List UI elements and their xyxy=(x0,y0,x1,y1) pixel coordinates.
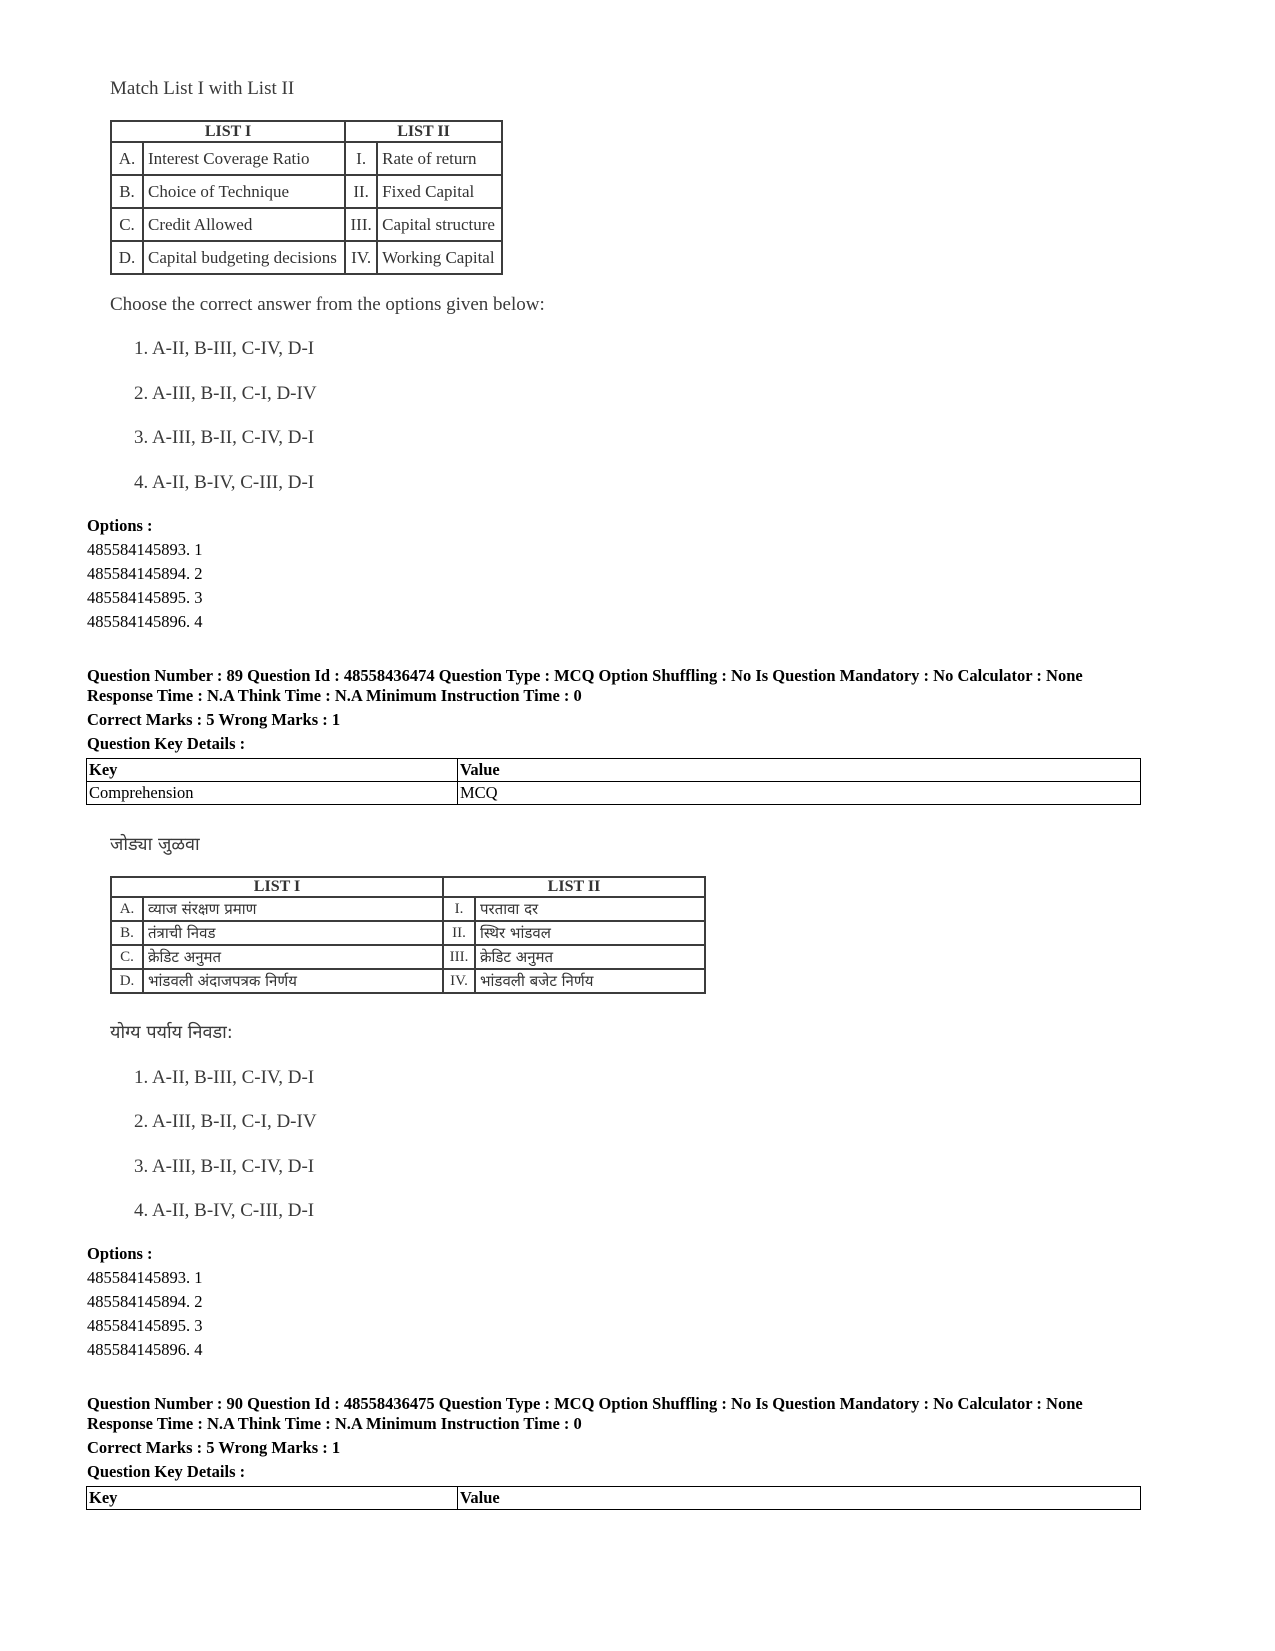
q88-image-option-4: 4. A-II, B-IV, C-III, D-I xyxy=(134,472,315,493)
q89-options-label: Options : xyxy=(87,1244,153,1263)
q89-image-option-2: 2. A-III, B-II, C-I, D-IV xyxy=(134,1111,317,1132)
table-row: B. तंत्राची निवड II. स्थिर भांडवल xyxy=(111,921,705,945)
list-item: 485584145896. 4 xyxy=(87,1340,203,1359)
q89-key-table xyxy=(86,758,1141,805)
list-item: 485584145894. 2 xyxy=(87,564,203,583)
list-item: 485584145895. 3 xyxy=(87,1316,203,1335)
table-row: C. क्रेडिट अनुमत III. क्रेडिट अनुमत xyxy=(111,945,705,969)
q89-image-option-3: 3. A-III, B-II, C-IV, D-I xyxy=(134,1156,315,1177)
q88-image-option-3: 3. A-III, B-II, C-IV, D-I xyxy=(134,427,315,448)
q90-marks: Correct Marks : 5 Wrong Marks : 1 xyxy=(87,1438,341,1457)
value-header: Value xyxy=(458,759,1141,782)
list-item: 485584145895. 3 xyxy=(87,588,203,607)
q89-intro: जोड्या जुळवा xyxy=(110,834,200,855)
key-header: Key xyxy=(87,759,458,782)
q89-meta-line1: Question Number : 89 Question Id : 48558436474 Question Type : MCQ Option Shuffling : No Is Question Mandatory : No Calculator : None xyxy=(87,666,1083,685)
list1-header: LIST I xyxy=(111,121,345,142)
q90-meta-line1: Question Number : 90 Question Id : 48558436475 Question Type : MCQ Option Shuffling : No Is Question Mandatory : No Calculator : None xyxy=(87,1394,1083,1413)
list1-header: LIST I xyxy=(111,877,443,897)
list-item: 485584145893. 1 xyxy=(87,1268,203,1287)
q89-image-option-4: 4. A-II, B-IV, C-III, D-I xyxy=(134,1200,315,1221)
q88-options-label: Options : xyxy=(87,516,153,535)
table-row: B. Choice of Technique II. Fixed Capital xyxy=(111,175,502,208)
q90-key-details-label: Question Key Details : xyxy=(87,1462,246,1481)
table-row: D. Capital budgeting decisions IV. Working Capital xyxy=(111,241,502,274)
q89-image-option-1: 1. A-II, B-III, C-IV, D-I xyxy=(134,1067,315,1088)
table-row: A. Interest Coverage Ratio I. Rate of return xyxy=(111,142,502,175)
q90-key-table xyxy=(86,1486,1141,1510)
q89-meta-line2: Response Time : N.A Think Time : N.A Minimum Instruction Time : 0 xyxy=(87,686,582,705)
q89-key-details-label: Question Key Details : xyxy=(87,734,246,753)
q88-intro: Match List I with List II xyxy=(110,78,295,99)
list-item: 485584145894. 2 xyxy=(87,1292,203,1311)
table-row: D. भांडवली अंदाजपत्रक निर्णय IV. भांडवली बजेट निर्णय xyxy=(111,969,705,993)
q88-match-table xyxy=(110,120,503,275)
list2-header: LIST II xyxy=(345,121,502,142)
q89-marks: Correct Marks : 5 Wrong Marks : 1 xyxy=(87,710,341,729)
key-header: Key xyxy=(87,1487,458,1510)
q88-image-option-2: 2. A-III, B-II, C-I, D-IV xyxy=(134,383,317,404)
list2-header: LIST II xyxy=(443,877,705,897)
table-row: C. Credit Allowed III. Capital structure xyxy=(111,208,502,241)
q90-meta-line2: Response Time : N.A Think Time : N.A Minimum Instruction Time : 0 xyxy=(87,1414,582,1433)
list-item: 485584145896. 4 xyxy=(87,612,203,631)
q89-match-table xyxy=(110,876,706,994)
table-row: Comprehension MCQ xyxy=(87,782,1141,805)
q88-image-option-1: 1. A-II, B-III, C-IV, D-I xyxy=(134,338,315,359)
q88-choose-text: Choose the correct answer from the options given below: xyxy=(110,294,545,315)
list-item: 485584145893. 1 xyxy=(87,540,203,559)
value-header: Value xyxy=(458,1487,1141,1510)
table-row: A. व्याज संरक्षण प्रमाण I. परतावा दर xyxy=(111,897,705,921)
q89-choose-text: योग्य पर्याय निवडा: xyxy=(110,1022,233,1043)
